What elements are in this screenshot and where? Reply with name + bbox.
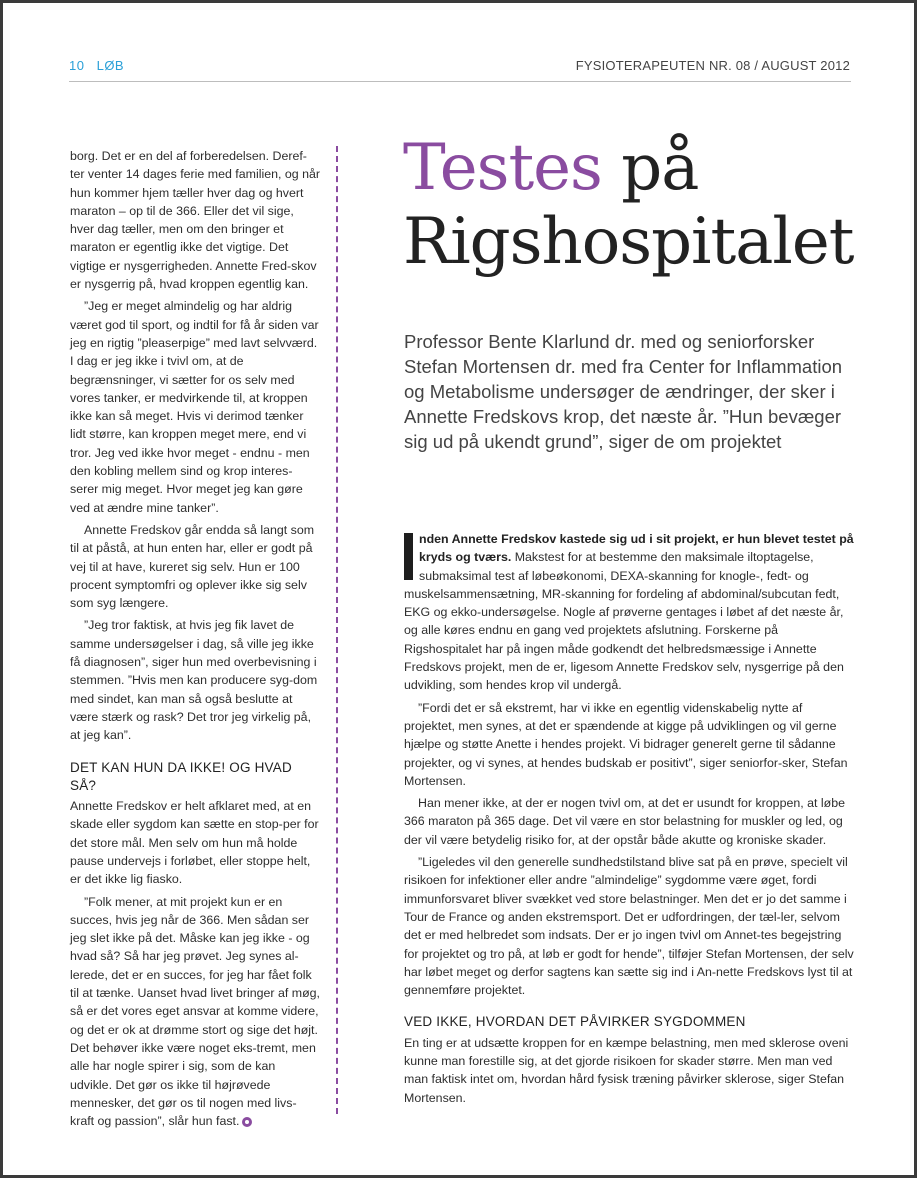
publication-info: FYSIOTERAPEUTEN NR. 08 / AUGUST 2012 — [575, 58, 850, 73]
column-divider — [336, 146, 338, 1114]
paragraph: Han mener ikke, at der er nogen tvivl om, at det er usundt for kroppen, at løbe 366 maraton på 365 dage. Det vil være en stor belastning for muskler og led, og der vil være betydelig risiko for, at der opstår både akutte og kroniske skader. — [404, 796, 846, 847]
intro-bold: nden Annette Fredskov kastede sig ud i sit projekt, er hun blevet testet på kryds og tværs. — [419, 532, 854, 565]
article-title — [403, 131, 863, 279]
title-word: på — [621, 131, 699, 205]
subheading: VED IKKE, HVORDAN DET PÅVIRKER SYGDOMMEN — [404, 1014, 746, 1030]
article-lead: Professor Bente Klarlund dr. med og seniorforsker Stefan Mortensen dr. med fra Center for Inflammation og Metabolisme undersøger de ændringer, der sker i Annette Fredskovs krop, det næste år. ”Hun bevæger sig ud på ukendt grund”, siger de om projektet — [404, 331, 843, 452]
end-of-article-icon — [242, 1117, 252, 1127]
paragraph: ”Ligeledes vil den generelle sundhedstilstand blive sat på en prøve, specielt vil risikoen for infektioner eller andre ”almindelige” sygdomme være øget, fordi immunforsvaret bliver svækket ved store belastninger. Men det er jo det samme i Tour de France og anden ekstremsport. Det er udfordringen, der tæl-ler, selvom det er med helbredet som indsats. Der er jo ingen tvivl om Annet-tes begejstring for projektet og tro på, at løb er godt for hende”, tilføjer Stefan Mortensen, der selv har løbet meget og derfor sagtens kan sætte sig ind i An-nette Fredskovs lyst til at gennemføre projektet. — [404, 855, 854, 998]
page-number: 10 — [69, 58, 85, 73]
paragraph: Annette Fredskov er helt afklaret med, at en skade eller sygdom kan sætte en stop-per for det store mål. Men selv om hun må holde pause undervejs i forløbet, eller stoppe helt, er det ikke lig fiasko. — [70, 799, 319, 887]
header-divider — [69, 81, 851, 82]
paragraph: ”Jeg tror faktisk, at hvis jeg fik lavet de samme undersøgelser i dag, så ville jeg ikke få diagnosen”, siger hun med overbevisning i stemmen. ”Hvis men kan producere syg-dom med sindet, kan man så også beslutte at være stærk og rask? Det tror jeg virkelig på, at jeg kan”. — [70, 618, 318, 743]
paragraph: Annette Fredskov går endda så langt som til at påstå, at hun enten har, eller er godt på vej til at have, kureret sig selv. Hun er 100 procent symptomfri og oplever ikke sig selv som syg længere. — [70, 522, 315, 611]
page-header-left — [69, 58, 124, 73]
paragraph-text: ”Folk mener, at mit projekt kun er en succes, hvis jeg når de 366. Men sådan ser jeg slet ikke på det. Måske kan jeg ikke - og hvad så? Så har jeg prøvet. Jeg synes al-lerede, det er en succes, for jeg har fået folk til at tænke. Uanset hvad livet bringer af møg, så er det vores eget ansvar at komme videre, og det er ok at drømme stort og sige det højt. Det behøver ikke være noget eks-tremt, men alle har nogle spirer i sig, som de kan udvikle. Det gør os ikke til højrøvede mennesker, det gør os til nogen med livs-kraft og passion”, slår hun fast. — [70, 894, 320, 1129]
paragraph: En ting er at udsætte kroppen for en kæmpe belastning, men med sklerose oveni kunne man forestille sig, at det gjorde risikoen for skader større. Men man ved man faktisk intet om, hvordan hård fysisk træning påvirker sklerose, siger Stefan Mortensen. — [404, 1035, 849, 1105]
title-highlight: Testes — [403, 131, 602, 205]
title-word: Rigshospitalet — [403, 205, 854, 279]
paragraph: ”Fordi det er så ekstremt, har vi ikke en egentlig videnskabelig nytte af projektet, men synes, at det er spændende at kigge på udviklingen og vil gerne hjælpe og støtte Anette i hendes projekt. Vi bidrager generelt gerne til sådanne projekter, og vi synes, at hendes budskab er positivt”, siger seniorfor-sker, Stefan Mortensen. — [404, 700, 848, 788]
right-column — [404, 530, 854, 1111]
subheading: DET KAN HUN DA IKKE! OG HVAD SÅ? — [70, 759, 292, 793]
left-column — [70, 147, 320, 1134]
paragraph: ”Jeg er meget almindelig og har aldrig været god til sport, og indtil for få år siden var jeg en rigtig ”pleaserpige” med lavt selvværd. I dag er jeg ikke i tvivl om, at de begrænsninger, vi sætter for os selv med vores tanker, er medvirkende til, at kroppen ikke kan så meget. Hvis vi derimod tænker lidt større, kan kroppen meget mere, end vi tror. Jeg ved ikke hvor meget - endnu - men den kobling mellem sind og krop interes-serer mig meget. Hvor meget jeg kan gøre ved at ændre mine tanker”. — [70, 299, 319, 515]
paragraph-intro — [404, 530, 854, 695]
paragraph-last — [70, 893, 320, 1131]
paragraph: borg. Det er en del af forberedelsen. Deref-ter venter 14 dages ferie med familien, og når hun kommer hjem tæller hver dag og hvert maraton – op til de 366. Eller det vil sige, hver dag tæller, men om den bringer et maraton er egentlig ikke det vigtige. Det vigtige er nysgerrigheden. Annette Fred-skov er nysgerrig på, hvad kroppen egentlig kan. — [70, 149, 321, 292]
drop-cap-mark — [404, 533, 413, 580]
section-label: LØB — [96, 58, 125, 73]
intro-text: Makstest for at bestemme den maksimale iltoptagelse, submaksimal test af løbeøkonomi, DEXA-skanning for knogle-, fedt- og muskelsammensætning, MR-skanning for fordeling af abdominal/subcutan fedt, EKG og ekko-undersøgelse. Nogle af prøverne gentages i løbet af det næste år, og alle køres endnu en gang ved projektets afslutning. Forskerne på Rigshospitalet har på ingen måde godkendt det helbredsmæssige i Annette Fredskovs projekt, men de er, ligesom Annette Fredskov selv, nysgerrige på den udvikling, som hendes krop vil undergå. — [404, 550, 844, 693]
